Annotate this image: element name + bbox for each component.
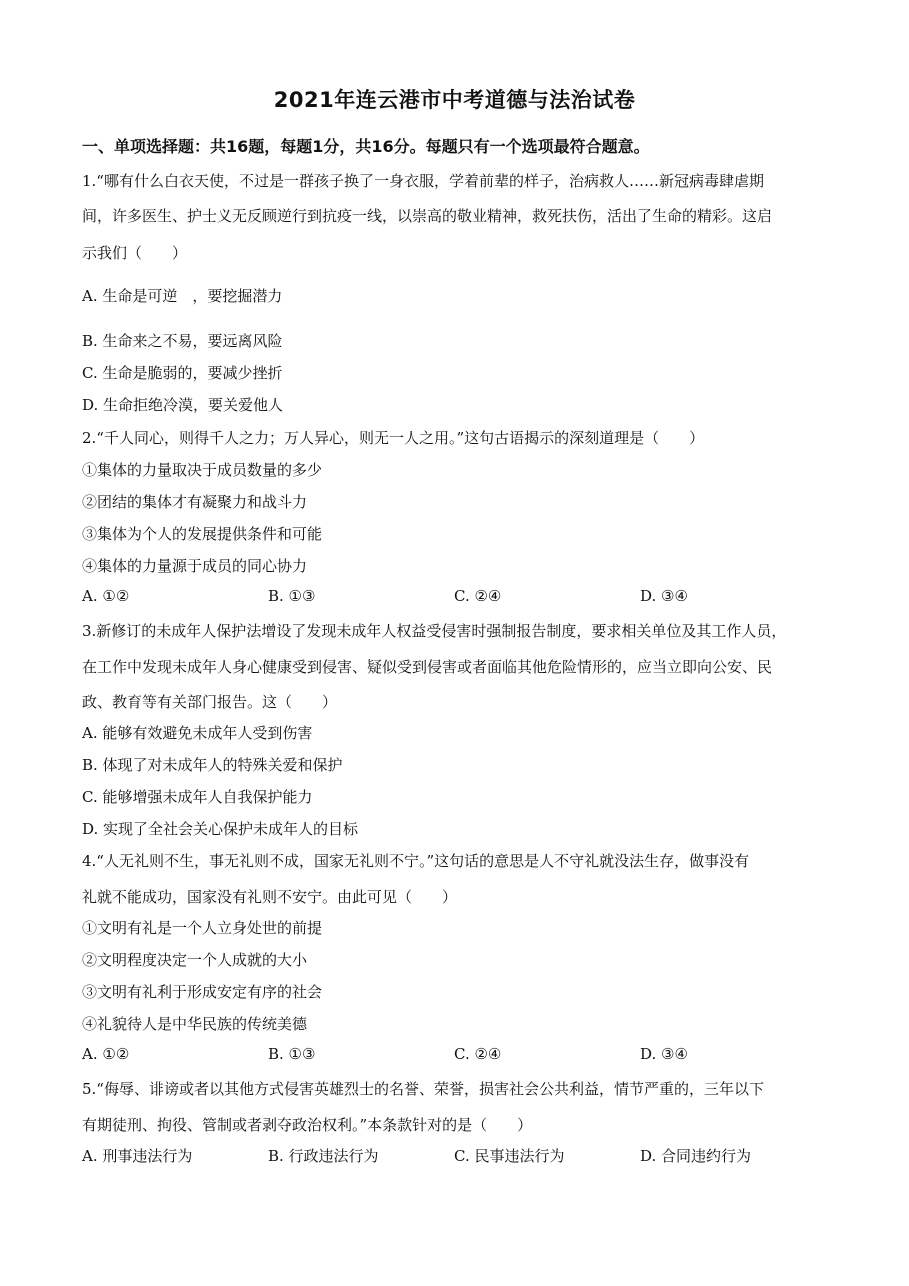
q3-option-d: D. 实现了全社会关心保护未成年人的目标 (82, 820, 359, 838)
q1-option-d: D. 生命拒绝冷漠，要关爱他人 (82, 396, 284, 414)
q2-stem-line: 2.“千人同心，则得千人之力；万人异心，则无一人之用。”这句古语揭示的深刻道理是（ ） (82, 429, 705, 447)
q5-stem-line: 5.“侮辱、诽谤或者以其他方式侵害英雄烈士的名誉、荣誉，损害社会公共利益，情节严重的，三年以下 (82, 1080, 764, 1098)
q1-stem-line: 示我们（ ） (82, 244, 188, 262)
q2-option-a: A. ①② (82, 587, 130, 605)
q1-option-a: A. 生命是可逆 ，要挖掘潜力 (82, 287, 283, 305)
q5-stem-line: 有期徒刑、拘役、管制或者剥夺政治权利。”本条款针对的是（ ） (82, 1116, 533, 1134)
q4-statement-3: ③文明有礼利于形成安定有序的社会 (82, 983, 323, 1001)
q2-option-b: B. ①③ (268, 587, 316, 605)
q4-stem-line: 礼就不能成功，国家没有礼则不安宁。由此可见（ ） (82, 888, 458, 906)
q4-statement-4: ④礼貌待人是中华民族的传统美德 (82, 1015, 308, 1033)
q4-statement-2: ②文明程度决定一个人成就的大小 (82, 951, 308, 969)
q4-stem-line: 4.“人无礼则不生，事无礼则不成，国家无礼则不宁。”这句话的意思是人不守礼就没法生存，做事没有 (82, 852, 750, 870)
q1-option-c: C. 生命是脆弱的，要减少挫折 (82, 364, 283, 382)
q4-option-c: C. ②④ (454, 1045, 502, 1063)
q4-option-a: A. ①② (82, 1045, 130, 1063)
q1-stem-line: 1.“哪有什么白衣天使，不过是一群孩子换了一身衣服，学着前辈的样子，治病救人……新冠病毒肆虐期 (82, 172, 764, 190)
q2-statement-3: ③集体为个人的发展提供条件和可能 (82, 525, 323, 543)
q5-option-d: D. 合同违约行为 (640, 1147, 752, 1165)
q5-option-c: C. 民事违法行为 (454, 1147, 565, 1165)
q5-options (82, 1145, 842, 1167)
q3-stem-line: 在工作中发现未成年人身心健康受到侵害、疑似受到侵害或者面临其他危险情形的，应当立即向公安、民 (82, 658, 773, 676)
q2-options (82, 587, 842, 609)
q2-option-c: C. ②④ (454, 587, 502, 605)
q4-option-d: D. ③④ (640, 1045, 688, 1063)
q4-statement-1: ①文明有礼是一个人立身处世的前提 (82, 919, 323, 937)
exam-title: 2021年连云港市中考道德与法治试卷 (273, 88, 636, 112)
q2-statement-1: ①集体的力量取决于成员数量的多少 (82, 461, 323, 479)
q3-option-c: C. 能够增强未成年人自我保护能力 (82, 788, 313, 806)
q3-option-b: B. 体现了对未成年人的特殊关爱和保护 (82, 756, 343, 774)
q1-option-b: B. 生命来之不易，要远离风险 (82, 332, 283, 350)
q3-stem-line: 政、教育等有关部门报告。这（ ） (82, 693, 338, 711)
q5-option-a: A. 刑事违法行为 (82, 1147, 193, 1165)
q2-statement-4: ④集体的力量源于成员的同心协力 (82, 557, 308, 575)
q4-options (82, 1045, 842, 1067)
q1-stem-line: 间，许多医生、护士义无反顾逆行到抗疫一线，以崇高的敬业精神，救死扶伤，活出了生命的精彩。这启 (82, 207, 773, 225)
q3-stem-line: 3.新修订的未成年人保护法增设了发现未成年人权益受侵害时强制报告制度，要求相关单位及其工作人员， (82, 622, 787, 640)
q5-option-b: B. 行政违法行为 (268, 1147, 379, 1165)
section-heading: 一、单项选择题：共16题，每题1分，共16分。每题只有一个选项最符合题意。 (82, 137, 650, 156)
q4-option-b: B. ①③ (268, 1045, 316, 1063)
q3-option-a: A. 能够有效避免未成年人受到伤害 (82, 724, 313, 742)
q2-statement-2: ②团结的集体才有凝聚力和战斗力 (82, 493, 308, 511)
q2-option-d: D. ③④ (640, 587, 688, 605)
